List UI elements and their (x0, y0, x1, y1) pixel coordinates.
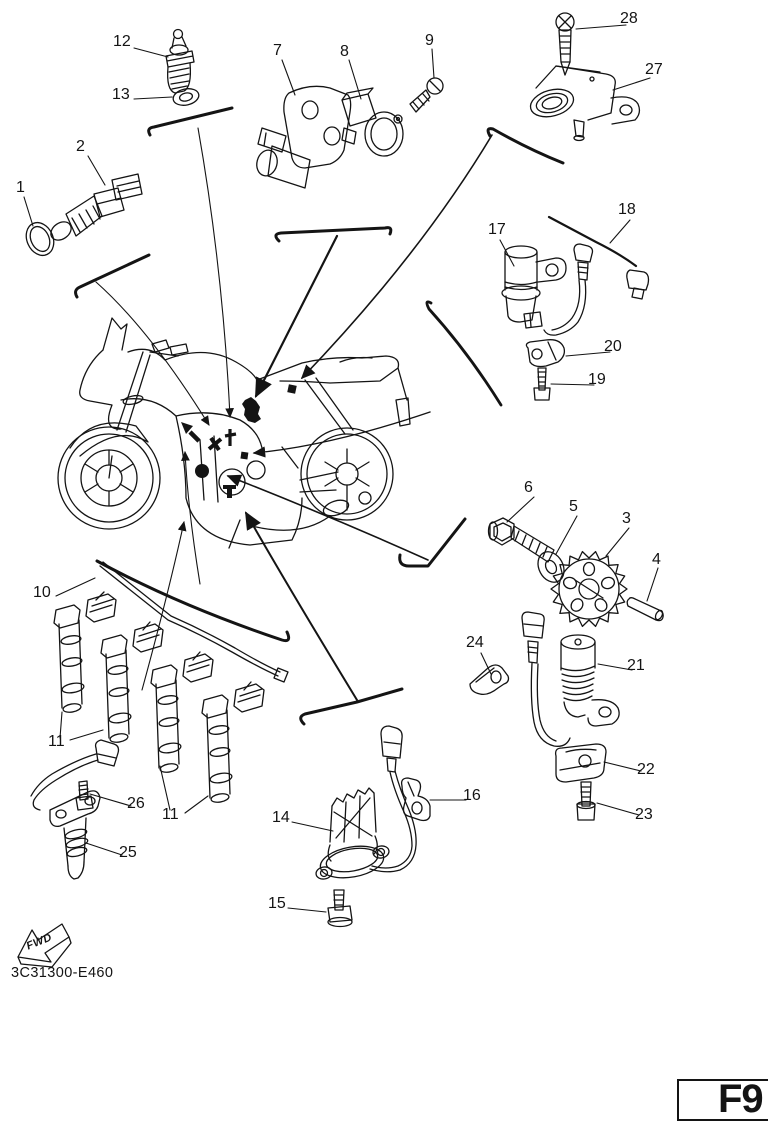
part-7-sensor-bracket (254, 86, 356, 188)
callout-4: 4 (652, 551, 661, 568)
callout-17: 17 (488, 221, 506, 238)
drawing-code: 3C31300-E460 (11, 965, 114, 981)
part-26-bolt (76, 781, 93, 810)
part-16-bracket (402, 778, 430, 821)
callout-8: 8 (340, 43, 349, 60)
callout-11b: 11 (162, 806, 179, 823)
part-4-pin (627, 598, 664, 621)
callout-7: 7 (273, 42, 282, 59)
callout-16: 16 (463, 787, 481, 804)
callout-26: 26 (127, 795, 145, 812)
part-25-crank-sensor (31, 740, 119, 879)
callout-10: 10 (33, 584, 51, 601)
callout-15: 15 (268, 895, 286, 912)
callout-13: 13 (112, 86, 130, 103)
callout-22: 22 (637, 761, 655, 778)
callout-21: 21 (627, 657, 645, 674)
page-reference-box (677, 1079, 768, 1121)
callout-27: 27 (645, 61, 663, 78)
page-reference: F9 (718, 1077, 763, 1121)
part-9-screw (410, 78, 443, 112)
part-19-bolt (534, 368, 550, 400)
group-brackets (76, 108, 563, 724)
callout-19: 19 (588, 371, 606, 388)
callout-11a: 11 (48, 733, 65, 750)
part-28-screw (556, 13, 574, 75)
part-8-sensor (342, 88, 403, 156)
callout-2: 2 (76, 138, 85, 155)
part-27-map-sensor (527, 66, 639, 141)
leader-lines (96, 128, 492, 700)
callout-20: 20 (604, 338, 622, 355)
callout-1: 1 (16, 179, 25, 196)
callout-28: 28 (620, 10, 638, 27)
part-15-bolt (328, 890, 352, 927)
part-6-bolt (489, 518, 555, 562)
part-12-sensor (166, 30, 194, 94)
callout-6: 6 (524, 479, 533, 496)
callout-leader-lines (24, 25, 658, 912)
part-10-coil-harness (86, 562, 288, 712)
callout-3: 3 (622, 510, 631, 527)
part-17-speed-sensor (502, 244, 593, 335)
part-18-lead-wire (549, 217, 649, 299)
callout-9: 9 (425, 32, 434, 49)
part-21-cam-sensor (522, 612, 619, 746)
callout-23: 23 (635, 806, 653, 823)
callout-12: 12 (113, 33, 131, 50)
part-20-clamp (526, 340, 564, 367)
callout-24: 24 (466, 634, 484, 651)
callout-25: 25 (119, 844, 137, 861)
callout-5: 5 (569, 498, 578, 515)
fwd-direction-label: FWD (24, 931, 54, 953)
callout-18: 18 (618, 201, 636, 218)
part-14-idle-valve (315, 726, 416, 882)
callout-14: 14 (272, 809, 290, 826)
part-23-bolt (577, 782, 595, 820)
part-22-bracket (556, 744, 606, 782)
part-2-temp-sensor (47, 174, 142, 244)
